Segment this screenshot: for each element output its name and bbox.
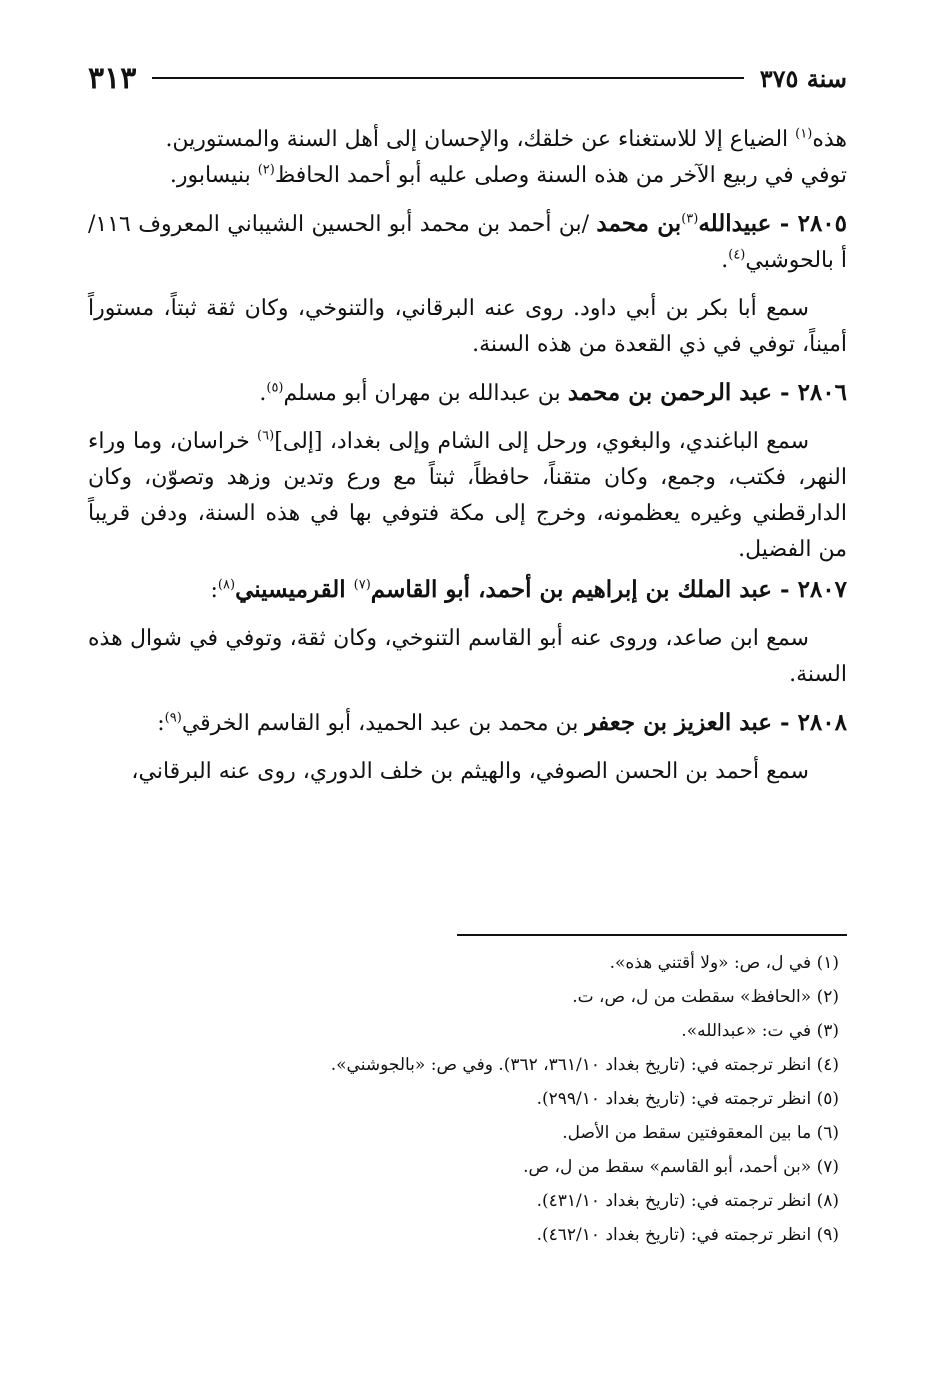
entry-body-2805: سمع أبا بكر بن أبي داود. روى عنه البرقاني، والتنوخي، وكان ثقة ثبتاً، مستوراً أميناً، توفي في ذي القعدة من هذه السنة. [88,296,847,357]
paragraph-death-note [88,158,847,194]
footnote-3: (٣) في ت: «عبدالله». [681,1021,839,1041]
entry-heading-2806 [88,375,847,412]
text-run: خراسان، وما وراء النهر، فكتب، وجمع، وكان متقناً، حافظاً، ثبتاً مع ورع وتدين وزهد وتصوّن، وكان الدارقطني وغيره يعظمونه، وخرج إلى مكة فتوفي بها في هذه السنة، ودفن قريباً من الفضيل. [88,429,847,562]
entry-rest: بن عبدالله بن مهران أبو مسلم [283,381,568,406]
footnote-ref: (٦) [257,428,275,444]
entry-number: ٢٨٠٧ - [772,576,847,603]
entry-rest: بن محمد بن عبد الحميد، أبو القاسم الخرقي [181,711,586,736]
text-run: بنيسابور. [169,163,258,188]
footnote-ref: (١) [795,126,813,142]
text-run: هذه [812,127,847,152]
running-header [88,58,847,98]
footnote-9: (٩) انظر ترجمته في: (تاريخ بغداد ٤٦٢/١٠). [536,1225,839,1245]
text-run: توفي في ربيع الآخر من هذه السنة وصلى عليه أبو أحمد الحافظ [274,163,847,188]
text-run: الضياع إلا للاستغناء عن خلقك، والإحسان إلى أهل السنة والمستورين. [165,127,796,152]
footnote-ref: (٥) [266,380,284,396]
paragraph-continuation [88,122,847,158]
footnote-8: (٨) انظر ترجمته في: (تاريخ بغداد ٤٣١/١٠). [536,1191,839,1211]
entry-body-2808: سمع أحمد بن الحسن الصوفي، والهيثم بن خلف الدوري، روى عنه البرقاني، [131,759,809,784]
footnote-ref: (٣) [681,211,699,227]
footnotes [139,946,839,1252]
footnote-ref: (٧) [353,577,371,593]
footnote-ref: (٤) [728,247,746,263]
entry-end: . [721,248,729,273]
footnote-2: (٢) «الحافظ» سقطت من ل، ص، ت. [572,987,839,1007]
footnote-5: (٥) انظر ترجمته في: (تاريخ بغداد ٢٩٩/١٠). [536,1089,839,1109]
entry-heading-2807 [88,572,847,609]
entry-name: القرميسيني [235,576,354,603]
footnote-ref: (٢) [257,162,275,178]
footnote-7: (٧) «بن أحمد، أبو القاسم» سقط من ل، ص. [523,1157,839,1177]
entry-name: عبد الرحمن بن محمد [567,379,773,406]
body-text [88,122,847,802]
entry-name: عبيدالله [698,210,772,237]
footnote-ref: (٩) [164,710,182,726]
entry-name: بن محمد [596,210,682,237]
text-run: سمع الباغندي، والبغوي، ورحل إلى الشام وإلى بغداد، [إلى] [274,429,810,454]
entry-name: عبد الملك بن إبراهيم بن أحمد، أبو القاسم [370,576,773,603]
footnote-1: (١) في ل، ص: «ولا أقتني هذه». [609,953,839,973]
entry-end: . [259,381,267,406]
footnote-6: (٦) ما بين المعقوفتين سقط من الأصل. [562,1123,839,1143]
entry-number: ٢٨٠٦ - [772,379,847,406]
footnote-rule [457,934,847,936]
page-number: ٣١٣ [88,60,137,96]
entry-number: ٢٨٠٥ - [771,210,848,237]
entry-name: عبد العزيز بن جعفر [585,709,773,736]
entry-end: : [157,711,165,736]
entry-body-2806 [88,424,847,568]
footnote-4: (٤) انظر ترجمته في: (تاريخ بغداد ٣٦١/١٠، ٣٦٢). وفي ص: «بالجوشني». [330,1055,839,1075]
entry-number: ٢٨٠٨ - [772,709,847,736]
entry-heading-2805 [88,206,847,279]
entry-rest: /بن أحمد بن محمد أبو الحسين الشيباني المعروف ١١٦/أ بالحوشبي [88,212,847,273]
header-rule [152,77,743,79]
running-header-year: سنة ٣٧٥ [759,63,847,93]
entry-heading-2808 [88,705,847,742]
footnote-ref: (٨) [217,577,236,593]
entry-end: : [210,578,218,603]
entry-body-2807: سمع ابن صاعد، وروى عنه أبو القاسم التنوخي، وكان ثقة، وتوفي في شوال هذه السنة. [88,626,847,687]
